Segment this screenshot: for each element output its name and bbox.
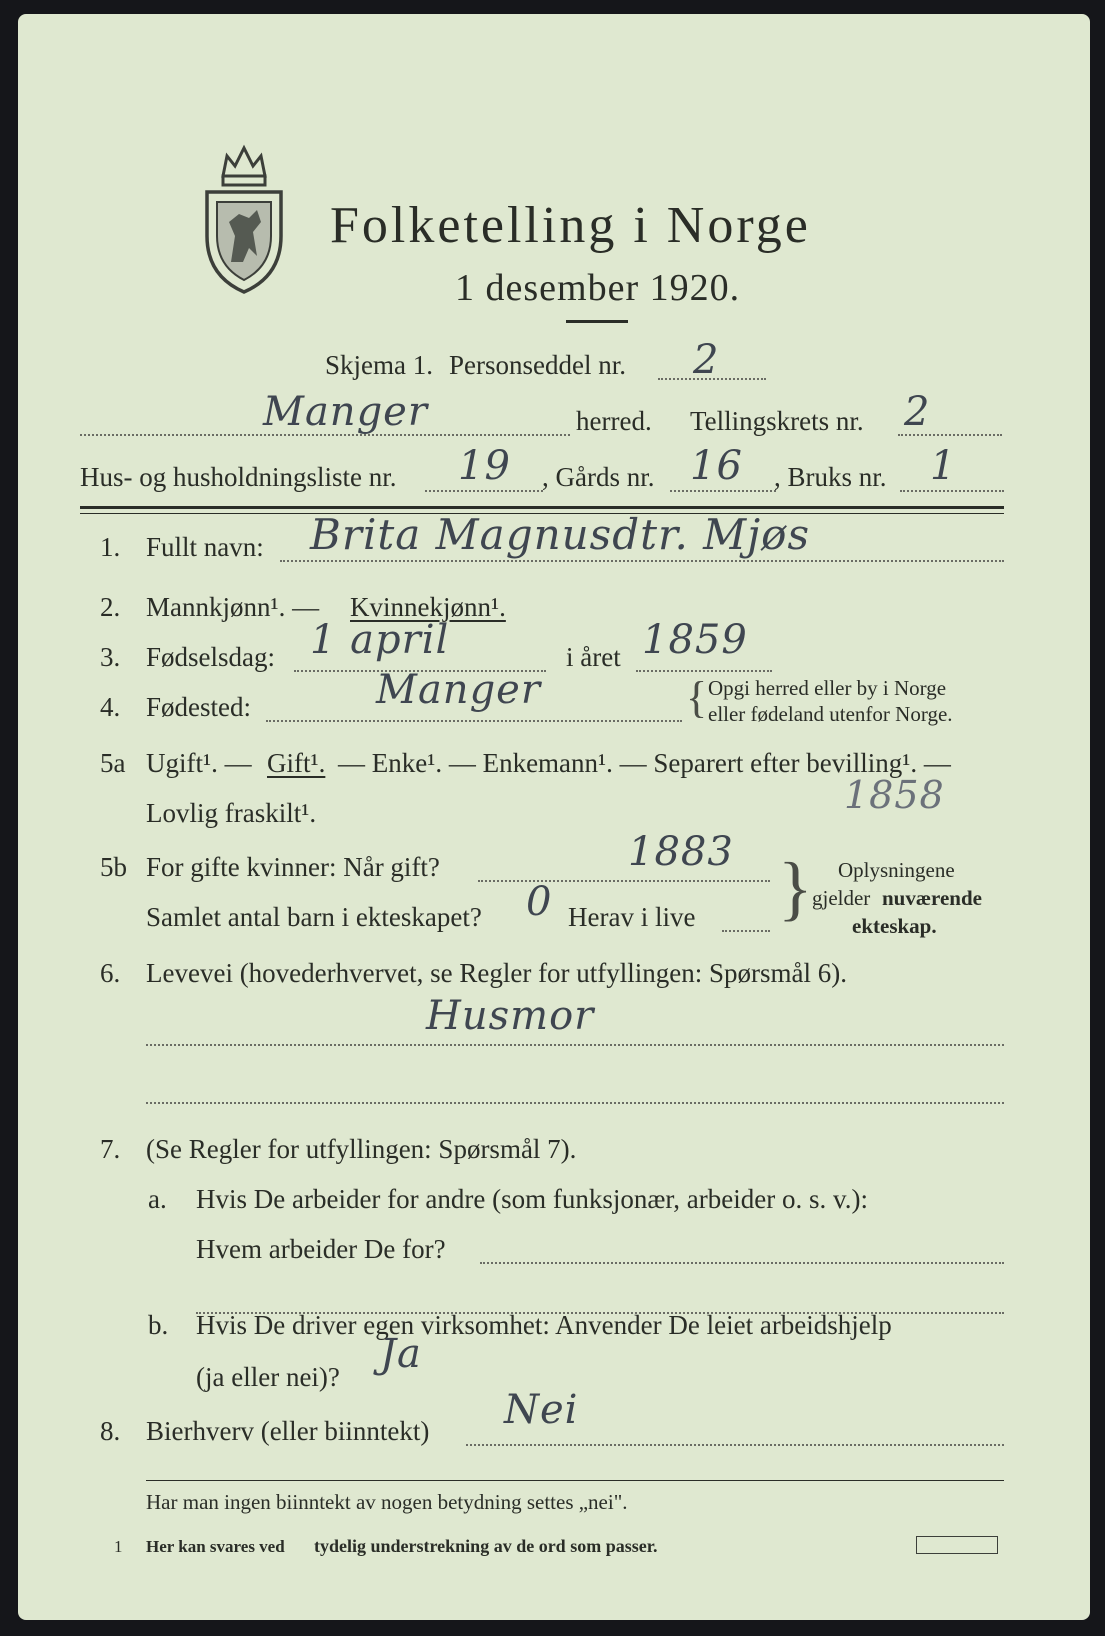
printer-stamp [916, 1536, 998, 1554]
q7-label: (Se Regler for utfyllingen: Spørsmål 7). [146, 1134, 577, 1164]
gards-value[interactable]: 16 [690, 443, 743, 489]
q5b-children-value[interactable]: 0 [526, 879, 553, 925]
footer-note: Har man ingen biinntekt av nogen betydning settes „nei". [146, 1490, 628, 1514]
q8-number: 8. [100, 1416, 121, 1446]
q1-full-name-value[interactable]: Brita Magnusdtr. Mjøs [310, 510, 811, 559]
q8-label: Bierhverv (eller biinntekt) [146, 1416, 430, 1446]
q8-line [466, 1444, 1004, 1446]
husliste-label: Hus- og husholdningsliste nr. [80, 462, 397, 492]
q3-birthday-value[interactable]: 1 april [310, 617, 450, 663]
q7-number: 7. [100, 1134, 121, 1164]
q7a-letter: a. [148, 1184, 167, 1214]
q5b-alive-label: Herav i live [568, 902, 696, 932]
skjema-label: Skjema 1. [325, 350, 433, 380]
q4-label: Fødested: [146, 692, 251, 722]
q1-label: Fullt navn: [146, 532, 264, 562]
q5a-other-options[interactable]: — Enke¹. — Enkemann¹. — Separert efter bevilling¹. — [338, 748, 951, 778]
personseddel-label: Personseddel nr. [449, 350, 626, 380]
q4-note-line2: eller fødeland utenfor Norge. [708, 702, 953, 726]
q5b-note-line2b: nuværende [882, 886, 982, 910]
tellingskrets-label: Tellingskrets nr. [690, 406, 864, 436]
q6-line-1 [146, 1044, 1004, 1046]
q3-year-label: i året [566, 642, 621, 672]
q5b-brace: } [778, 848, 813, 928]
title-rule [566, 320, 628, 323]
form-date: 1 desember 1920. [455, 267, 741, 309]
q6-occupation-value[interactable]: Husmor [426, 993, 595, 1039]
q4-note-line1: Opgi herred eller by i Norge [708, 676, 947, 700]
husliste-line [425, 490, 543, 492]
q4-birthplace-value[interactable]: Manger [376, 667, 541, 713]
q2-male-option[interactable]: Mannkjønn¹. — [146, 592, 320, 622]
q3-number: 3. [100, 642, 121, 672]
q6-line-2 [146, 1102, 1004, 1104]
gards-label: , Gårds nr. [542, 462, 655, 492]
bruks-label: , Bruks nr. [774, 462, 887, 492]
q7a-line-1[interactable] [480, 1262, 1004, 1264]
header-divider-thick [80, 506, 1004, 509]
bruks-line [900, 490, 1004, 492]
footnote-text-bold: tydelig understrekning av de ord som passer. [314, 1536, 658, 1556]
footnote-text-plain: Her kan svares ved [146, 1537, 285, 1556]
bruks-value[interactable]: 1 [930, 443, 957, 489]
q2-female-option[interactable]: Kvinnekjønn¹. [350, 592, 506, 622]
q5b-note-line3: ekteskap. [852, 914, 937, 938]
footer-rule [146, 1480, 1004, 1481]
q7b-text: Hvis De driver egen virksomhet: Anvender De leiet arbeidshjelp [196, 1310, 892, 1340]
q7a-question: Hvem arbeider De for? [196, 1234, 446, 1264]
q6-label: Levevei (hovederhvervet, se Regler for utfyllingen: Spørsmål 6). [146, 958, 848, 988]
personseddel-value[interactable]: 2 [693, 337, 720, 383]
q5b-alive-line [722, 930, 770, 932]
form-title: Folketelling i Norge [330, 197, 811, 254]
q3-year-line [636, 670, 772, 672]
q5b-note-line1: Oplysningene [838, 858, 955, 882]
q7b-letter: b. [148, 1310, 169, 1340]
q4-number: 4. [100, 692, 121, 722]
q7b-question: (ja eller nei)? [196, 1362, 340, 1392]
footnote-mark: 1 [114, 1537, 123, 1556]
q3-label: Fødselsdag: [146, 642, 276, 672]
q5b-number: 5b [100, 852, 127, 882]
gards-line [670, 490, 776, 492]
q5a-margin-note: 1858 [844, 773, 945, 817]
q8-value[interactable]: Nei [504, 1387, 579, 1433]
q5b-year-line [478, 880, 770, 882]
q4-line [266, 720, 682, 722]
tellingskrets-value[interactable]: 2 [904, 389, 931, 435]
herred-value[interactable]: Manger [263, 389, 428, 435]
husliste-value[interactable]: 19 [458, 443, 511, 489]
q5b-married-year-value[interactable]: 1883 [628, 829, 734, 875]
census-form-sheet [18, 14, 1090, 1620]
q4-brace: { [686, 673, 708, 722]
q5a-gift-option[interactable]: Gift¹. [267, 748, 326, 778]
q5a-fraskilt-option[interactable]: Lovlig fraskilt¹. [146, 798, 317, 828]
q5b-children-label: Samlet antal barn i ekteskapet? [146, 902, 482, 932]
q5b-label: For gifte kvinner: Når gift? [146, 852, 440, 882]
norwegian-coat-of-arms-icon [201, 144, 287, 296]
q7b-value[interactable]: Ja [380, 1331, 422, 1377]
q7a-text: Hvis De arbeider for andre (som funksjonær, arbeider o. s. v.): [196, 1184, 868, 1214]
q5a-ugift-option[interactable]: Ugift¹. — [146, 748, 252, 778]
q5a-number: 5a [100, 748, 126, 778]
q5b-note-line2a: gjelder [812, 886, 871, 910]
herred-label: herred. [576, 406, 652, 436]
q1-line [280, 560, 1004, 562]
q3-year-value[interactable]: 1859 [642, 617, 748, 663]
q6-number: 6. [100, 958, 121, 988]
q2-number: 2. [100, 592, 121, 622]
q1-number: 1. [100, 532, 121, 562]
